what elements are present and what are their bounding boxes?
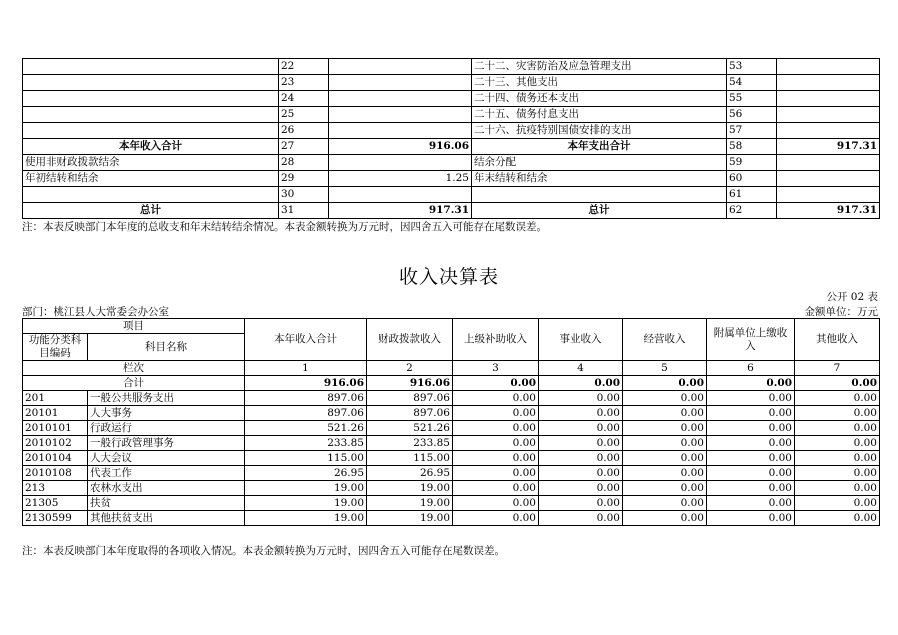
amount-cell: 0.00	[707, 421, 795, 436]
left-amount: 1.25	[329, 171, 472, 187]
header-code: 功能分类科目编码	[23, 334, 88, 361]
amount-cell: 0.00	[707, 466, 795, 481]
right-label: 总计	[472, 203, 727, 219]
row-label: 栏次	[23, 361, 245, 376]
amount-cell: 0.00	[707, 451, 795, 466]
amount-cell: 0.00	[795, 391, 880, 406]
amount-cell: 115.00	[245, 451, 367, 466]
amount-cell: 0.00	[707, 511, 795, 526]
left-amount: 916.06	[329, 139, 472, 155]
amount-cell: 0.00	[707, 496, 795, 511]
amount-cell: 897.06	[367, 391, 453, 406]
header-fiscal: 财政拨款收入	[367, 319, 453, 361]
amount-cell: 19.00	[367, 481, 453, 496]
right-row-number: 57	[727, 123, 777, 139]
income-row	[23, 451, 880, 466]
total-value: 916.06	[367, 376, 453, 391]
left-label	[23, 123, 279, 139]
left-amount	[329, 75, 472, 91]
column-index-row	[23, 361, 880, 376]
amount-cell: 0.00	[623, 421, 707, 436]
revenue-expenditure-summary-table	[22, 58, 880, 219]
left-row-number: 31	[279, 203, 329, 219]
amount-cell: 0.00	[453, 481, 539, 496]
amount-cell: 0.00	[623, 436, 707, 451]
amount-cell: 0.00	[795, 481, 880, 496]
function-code: 2010108	[23, 466, 88, 481]
amount-cell: 0.00	[795, 466, 880, 481]
page-title: 收入决算表	[398, 266, 499, 288]
header-business: 事业收入	[539, 319, 623, 361]
amount-cell: 0.00	[707, 406, 795, 421]
total-label: 合计	[23, 376, 245, 391]
subject-name: 人大会议	[88, 451, 245, 466]
amount-cell: 0.00	[453, 451, 539, 466]
subject-name: 一般行政管理事务	[88, 436, 245, 451]
left-amount: 917.31	[329, 203, 472, 219]
right-row-number: 61	[727, 187, 777, 203]
income-statement-table	[22, 318, 880, 526]
header-name: 科目名称	[88, 334, 245, 361]
amount-cell: 19.00	[245, 481, 367, 496]
amount-cell: 0.00	[539, 496, 623, 511]
subject-name: 行政运行	[88, 421, 245, 436]
right-amount	[777, 123, 880, 139]
left-label	[23, 107, 279, 123]
amount-cell: 0.00	[453, 466, 539, 481]
left-label: 总计	[23, 203, 279, 219]
subject-name: 农林水支出	[88, 481, 245, 496]
amount-cell: 0.00	[795, 436, 880, 451]
amount-cell: 897.06	[245, 391, 367, 406]
amount-cell: 19.00	[245, 496, 367, 511]
col-index: 7	[795, 361, 880, 376]
amount-cell: 0.00	[623, 391, 707, 406]
amount-cell: 897.06	[245, 406, 367, 421]
amount-cell: 0.00	[539, 451, 623, 466]
income-row	[23, 511, 880, 526]
summary-row	[23, 59, 880, 75]
col-index: 3	[453, 361, 539, 376]
amount-cell: 0.00	[539, 481, 623, 496]
left-label	[23, 91, 279, 107]
function-code: 2130599	[23, 511, 88, 526]
left-label	[23, 75, 279, 91]
amount-cell: 0.00	[539, 511, 623, 526]
left-label: 年初结转和结余	[23, 171, 279, 187]
total-value: 0.00	[623, 376, 707, 391]
left-amount	[329, 107, 472, 123]
left-label	[23, 187, 279, 203]
header-affiliated: 附属单位上缴收入	[707, 319, 795, 361]
left-amount	[329, 187, 472, 203]
function-code: 2010101	[23, 421, 88, 436]
amount-cell: 521.26	[367, 421, 453, 436]
col-index: 5	[623, 361, 707, 376]
amount-cell: 0.00	[795, 421, 880, 436]
amount-cell: 233.85	[245, 436, 367, 451]
header-other: 其他收入	[795, 319, 880, 361]
summary-row	[23, 139, 880, 155]
right-amount	[777, 171, 880, 187]
col-index: 4	[539, 361, 623, 376]
amount-cell: 897.06	[367, 406, 453, 421]
amount-cell: 0.00	[539, 406, 623, 421]
summary-row	[23, 91, 880, 107]
amount-cell: 0.00	[795, 406, 880, 421]
right-amount	[777, 155, 880, 171]
function-code: 2010104	[23, 451, 88, 466]
right-label: 二十三、其他支出	[472, 75, 727, 91]
right-amount	[777, 91, 880, 107]
total-value: 0.00	[707, 376, 795, 391]
col-index: 6	[707, 361, 795, 376]
right-row-number: 53	[727, 59, 777, 75]
subject-name: 扶贫	[88, 496, 245, 511]
amount-cell: 0.00	[707, 481, 795, 496]
amount-cell: 0.00	[623, 496, 707, 511]
col-index: 2	[367, 361, 453, 376]
amount-cell: 26.95	[245, 466, 367, 481]
total-value: 0.00	[795, 376, 880, 391]
left-row-number: 24	[279, 91, 329, 107]
subject-name: 一般公共服务支出	[88, 391, 245, 406]
amount-cell: 115.00	[367, 451, 453, 466]
right-amount	[777, 59, 880, 75]
header-total: 本年收入合计	[245, 319, 367, 361]
right-row-number: 54	[727, 75, 777, 91]
summary-row	[23, 171, 880, 187]
left-amount	[329, 155, 472, 171]
summary-table-body	[23, 59, 880, 219]
amount-cell: 0.00	[539, 421, 623, 436]
right-row-number: 56	[727, 107, 777, 123]
summary-row	[23, 155, 880, 171]
header-superior: 上级补助收入	[453, 319, 539, 361]
income-rows	[23, 391, 880, 526]
right-label: 结余分配	[472, 155, 727, 171]
amount-cell: 0.00	[539, 466, 623, 481]
total-value: 0.00	[539, 376, 623, 391]
right-amount	[777, 75, 880, 91]
amount-cell: 0.00	[539, 436, 623, 451]
right-row-number: 60	[727, 171, 777, 187]
header-row-1	[23, 319, 880, 334]
amount-cell: 0.00	[453, 496, 539, 511]
left-row-number: 22	[279, 59, 329, 75]
summary-row	[23, 203, 880, 219]
function-code: 21305	[23, 496, 88, 511]
form-number: 公开 02 表	[826, 291, 878, 303]
amount-cell: 0.00	[539, 391, 623, 406]
right-label: 二十六、抗疫特别国债安排的支出	[472, 123, 727, 139]
left-row-number: 28	[279, 155, 329, 171]
amount-cell: 19.00	[367, 496, 453, 511]
amount-cell: 0.00	[453, 511, 539, 526]
function-code: 20101	[23, 406, 88, 421]
total-row	[23, 376, 880, 391]
amount-cell: 0.00	[623, 481, 707, 496]
amount-cell: 521.26	[245, 421, 367, 436]
right-row-number: 59	[727, 155, 777, 171]
right-label: 年末结转和结余	[472, 171, 727, 187]
left-row-number: 29	[279, 171, 329, 187]
left-row-number: 26	[279, 123, 329, 139]
amount-cell: 0.00	[453, 406, 539, 421]
right-label: 本年支出合计	[472, 139, 727, 155]
right-amount	[777, 187, 880, 203]
summary-row	[23, 107, 880, 123]
left-label	[23, 59, 279, 75]
header-item: 项目	[23, 319, 245, 334]
amount-cell: 0.00	[623, 451, 707, 466]
function-code: 201	[23, 391, 88, 406]
amount-cell: 0.00	[453, 421, 539, 436]
function-code: 2010102	[23, 436, 88, 451]
left-amount	[329, 91, 472, 107]
note-income: 注：本表反映部门本年度取得的各项收入情况。本表金额转换为万元时，因四舍五入可能存在尾数误差。	[22, 545, 505, 557]
left-row-number: 23	[279, 75, 329, 91]
amount-cell: 0.00	[623, 466, 707, 481]
function-code: 213	[23, 481, 88, 496]
summary-row	[23, 187, 880, 203]
header-operating: 经营收入	[623, 319, 707, 361]
summary-row	[23, 123, 880, 139]
amount-cell: 0.00	[795, 496, 880, 511]
left-amount	[329, 59, 472, 75]
total-value: 0.00	[453, 376, 539, 391]
right-label: 二十四、债务还本支出	[472, 91, 727, 107]
right-label: 二十五、债务付息支出	[472, 107, 727, 123]
right-row-number: 58	[727, 139, 777, 155]
income-row	[23, 436, 880, 451]
income-row	[23, 391, 880, 406]
summary-row	[23, 75, 880, 91]
amount-cell: 0.00	[453, 391, 539, 406]
income-row	[23, 466, 880, 481]
amount-cell: 233.85	[367, 436, 453, 451]
amount-cell: 0.00	[707, 436, 795, 451]
amount-cell: 0.00	[623, 511, 707, 526]
col-index: 1	[245, 361, 367, 376]
amount-cell: 0.00	[707, 391, 795, 406]
right-row-number: 55	[727, 91, 777, 107]
left-row-number: 25	[279, 107, 329, 123]
amount-cell: 0.00	[623, 406, 707, 421]
right-amount: 917.31	[777, 139, 880, 155]
right-row-number: 62	[727, 203, 777, 219]
income-row	[23, 421, 880, 436]
income-row	[23, 481, 880, 496]
left-label: 使用非财政拨款结余	[23, 155, 279, 171]
right-label	[472, 187, 727, 203]
amount-cell: 26.95	[367, 466, 453, 481]
left-label: 本年收入合计	[23, 139, 279, 155]
left-amount	[329, 123, 472, 139]
total-value: 916.06	[245, 376, 367, 391]
note-summary: 注：本表反映部门本年度的总收支和年末结转结余情况。本表金额转换为万元时，因四舍五入可能存在尾数误差。	[22, 221, 547, 233]
amount-cell: 19.00	[367, 511, 453, 526]
right-label: 二十二、灾害防治及应急管理支出	[472, 59, 727, 75]
subject-name: 人大事务	[88, 406, 245, 421]
left-row-number: 27	[279, 139, 329, 155]
income-row	[23, 496, 880, 511]
left-row-number: 30	[279, 187, 329, 203]
amount-cell: 0.00	[795, 451, 880, 466]
amount-cell: 0.00	[453, 436, 539, 451]
subject-name: 其他扶贫支出	[88, 511, 245, 526]
income-row	[23, 406, 880, 421]
right-amount	[777, 107, 880, 123]
right-amount: 917.31	[777, 203, 880, 219]
subject-name: 代表工作	[88, 466, 245, 481]
department-label: 部门：桃江县人大常委会办公室	[22, 306, 169, 318]
amount-cell: 0.00	[795, 511, 880, 526]
unit-label: 金额单位：万元	[804, 306, 878, 318]
amount-cell: 19.00	[245, 511, 367, 526]
